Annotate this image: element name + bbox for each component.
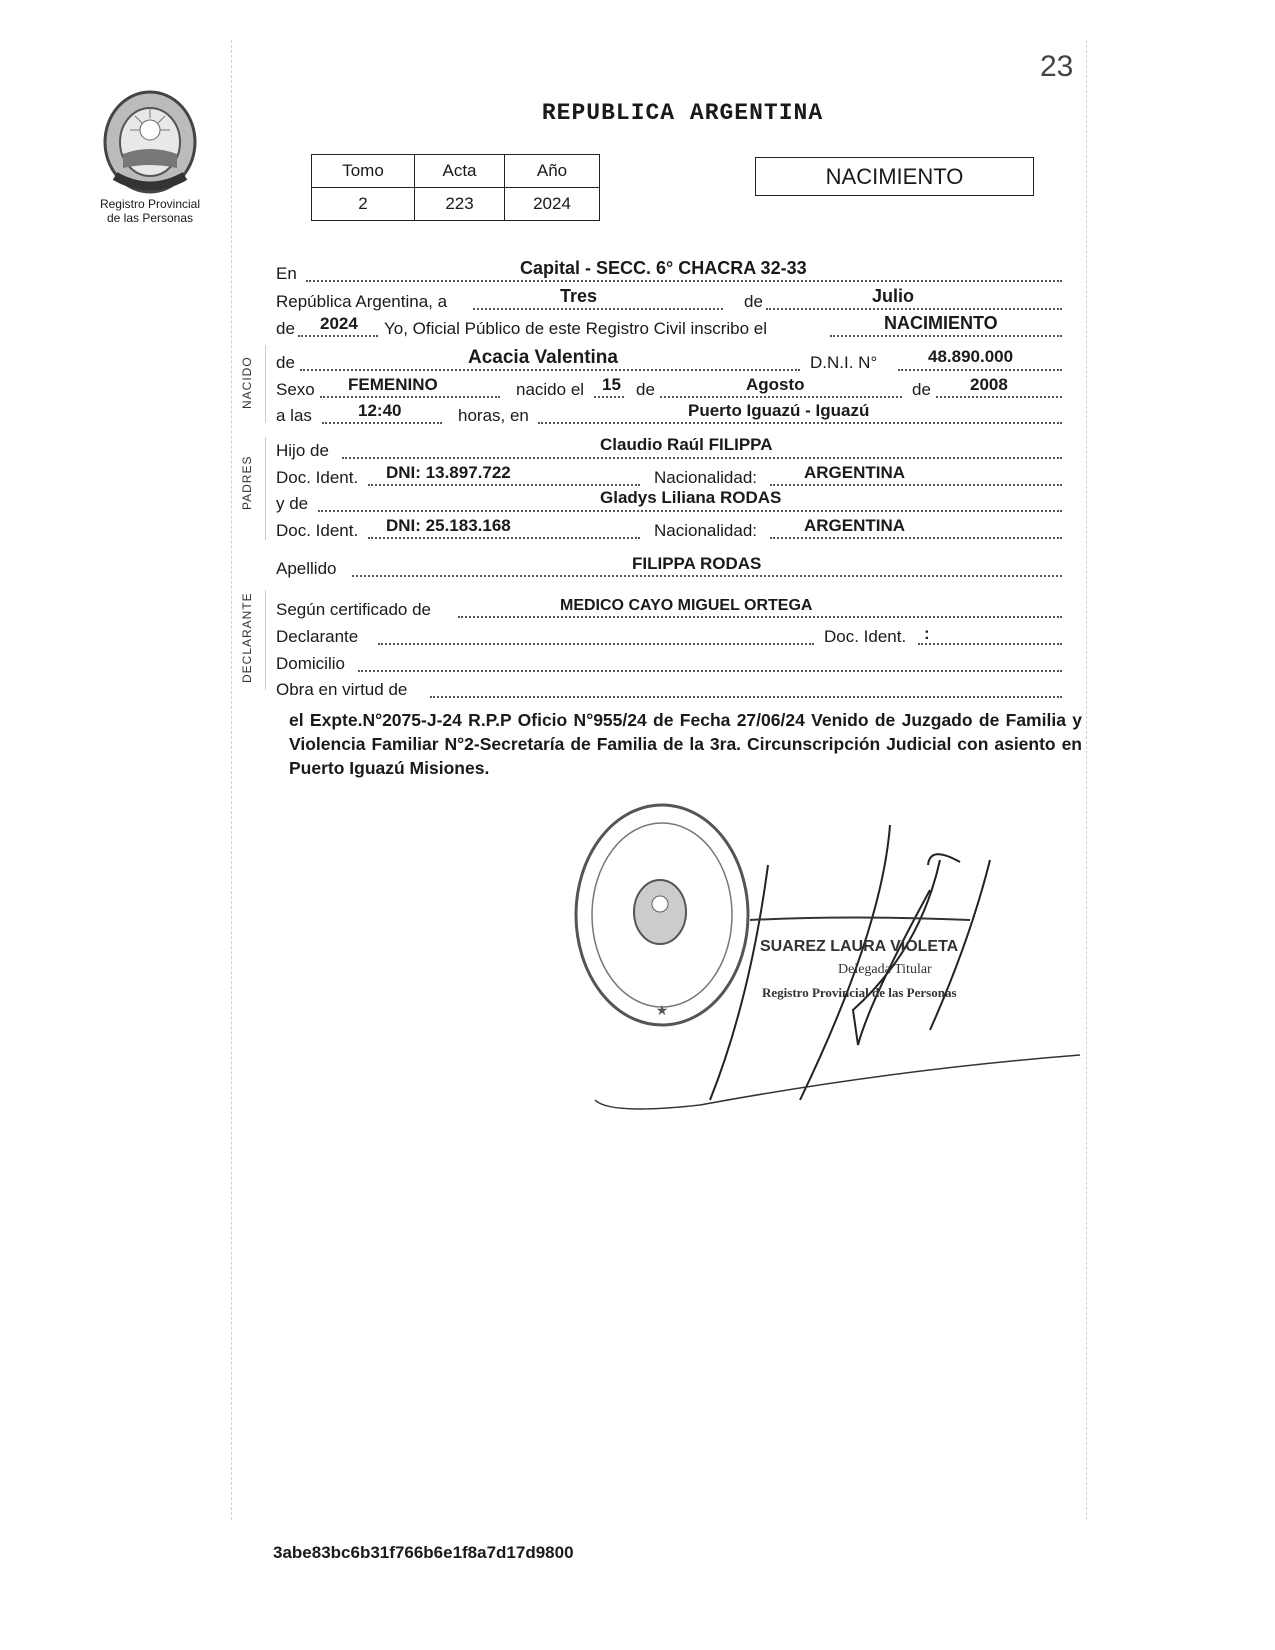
anio-header: Año [505, 155, 600, 188]
label-de: de [276, 353, 295, 372]
document-title: REPUBLICA ARGENTINA [541, 100, 824, 126]
label-dni: D.N.I. N° [810, 353, 878, 372]
dotted-line [318, 510, 1062, 512]
label-horas-en: horas, en [458, 406, 529, 425]
value-tipo-inscripcion: NACIMIENTO [884, 313, 998, 333]
label-sexo: Sexo [276, 380, 315, 399]
row-padre-doc [276, 462, 1076, 488]
nacido-divider [265, 345, 266, 423]
left-margin-line [231, 40, 232, 1520]
value-nombre: Acacia Valentina [468, 347, 618, 368]
dotted-line [660, 396, 902, 398]
value-padre-doc: DNI: 13.897.722 [386, 463, 511, 482]
dotted-line [300, 369, 800, 371]
label-hijo-de: Hijo de [276, 441, 329, 460]
row-oficial [276, 313, 1076, 339]
declarante-divider [265, 590, 266, 690]
label-apellido: Apellido [276, 559, 337, 578]
dotted-line [830, 335, 1062, 337]
row-madre-doc [276, 515, 1076, 541]
row-sexo [276, 374, 1076, 400]
value-certificado: MEDICO CAYO MIGUEL ORTEGA [560, 597, 813, 614]
label-nacionalidad: Nacionalidad: [654, 468, 758, 487]
value-madre: Gladys Liliana RODAS [600, 488, 782, 507]
dotted-line [766, 308, 1062, 310]
registry-table [311, 154, 600, 221]
label-obra: Obra en virtud de [276, 680, 408, 699]
value-dia-nac: 15 [602, 375, 621, 394]
dotted-line [378, 643, 814, 645]
side-label-declarante: DECLARANTE [240, 592, 254, 684]
dotted-line [770, 484, 1062, 486]
dotted-line [898, 369, 1062, 371]
logo-caption-line1: Registro Provincial [99, 197, 201, 211]
label-de: de [276, 319, 295, 338]
dotted-line [594, 396, 624, 398]
dotted-line [306, 280, 1062, 282]
dotted-line [918, 643, 1062, 645]
acta-value: 223 [415, 188, 505, 221]
row-domicilio [276, 648, 1076, 674]
dotted-line [770, 537, 1062, 539]
label-de: de [912, 380, 931, 399]
value-madre-doc: DNI: 25.183.168 [386, 516, 511, 535]
note-text: el Expte.N°2075-J-24 R.P.P Oficio N°955/24 de Fecha 27/06/24 Venido de Juzgado de Familia y Violencia Familiar N°2-Secretaría de Familia de la 3ra. Circunscripción Judicial con asiento en Puerto Iguazú Misiones. [289, 710, 1082, 778]
record-type-box: NACIMIENTO [755, 157, 1034, 196]
value-apellido: FILIPPA RODAS [632, 554, 762, 573]
value-madre-nacionalidad: ARGENTINA [804, 516, 906, 535]
dotted-line [936, 396, 1062, 398]
row-nombre [276, 347, 1076, 373]
right-margin-line [1086, 40, 1087, 1520]
signatory-name: SUAREZ LAURA VIOLETA [760, 938, 959, 955]
label-de: de [636, 380, 655, 399]
dotted-line [430, 696, 1062, 698]
padres-divider [265, 437, 266, 540]
dotted-line [473, 308, 723, 310]
dotted-line [458, 616, 1062, 618]
label-doc-ident: Doc. Ident. [276, 468, 359, 487]
row-hora [276, 400, 1076, 426]
row-en [276, 258, 1076, 284]
label-doc-ident: Doc. Ident. [276, 521, 359, 540]
document-hash: 3abe83bc6b31f766b6e1f8a7d17d9800 [273, 1543, 574, 1562]
row-apellido [276, 553, 1076, 579]
dotted-line [368, 537, 640, 539]
value-lugar-nac: Puerto Iguazú - Iguazú [688, 401, 870, 420]
svg-text:★: ★ [655, 1002, 669, 1018]
label-declarante: Declarante [276, 627, 359, 646]
row-padre [276, 435, 1076, 461]
dotted-line [298, 335, 378, 337]
dotted-line [352, 575, 1062, 577]
label-domicilio: Domicilio [276, 654, 345, 673]
label-doc-ident: Doc. Ident. [824, 627, 907, 646]
row-certificado [276, 594, 1076, 620]
value-anio-inscripcion: 2024 [320, 314, 358, 333]
value-anio-nac: 2008 [970, 375, 1008, 394]
value-dia-inscripcion: Tres [560, 286, 598, 306]
value-mes-inscripcion: Julio [872, 286, 915, 306]
label-de: de [744, 292, 763, 311]
row-declarante [276, 621, 1076, 647]
value-padre-nacionalidad: ARGENTINA [804, 463, 906, 482]
tomo-header: Tomo [312, 155, 415, 188]
label-segun: Según certificado de [276, 600, 431, 619]
row-fecha-inscripcion [276, 286, 1076, 312]
row-obra [276, 674, 1076, 700]
value-dni: 48.890.000 [928, 347, 1014, 366]
dotted-line [342, 457, 1062, 459]
value-padre: Claudio Raúl FILIPPA [600, 435, 773, 454]
dotted-line [358, 670, 1062, 672]
label-en: En [276, 264, 297, 283]
dotted-line [320, 396, 500, 398]
side-label-nacido: NACIDO [240, 356, 254, 410]
signatory-org: Registro Provincial de las Personas [762, 985, 957, 1000]
label-nacionalidad: Nacionalidad: [654, 521, 758, 540]
label-y-de: y de [276, 494, 309, 513]
logo-caption-line2: de las Personas [106, 211, 194, 225]
label-nacido-el: nacido el [516, 380, 585, 399]
dotted-line [322, 422, 442, 424]
logo-caption [75, 197, 225, 225]
value-mes-nac: Agosto [746, 375, 805, 394]
label-a-las: a las [276, 406, 312, 425]
anio-value: 2024 [505, 188, 600, 221]
acta-header: Acta [415, 155, 505, 188]
side-label-padres: PADRES [240, 455, 254, 511]
row-madre [276, 488, 1076, 514]
page-number: 23 [1040, 50, 1074, 83]
signatory-role: Delegada Titular [838, 962, 932, 977]
value-sexo: FEMENINO [348, 375, 438, 394]
tomo-value: 2 [312, 188, 415, 221]
value-lugar: Capital - SECC. 6° CHACRA 32-33 [520, 258, 807, 278]
label-oficial: Yo, Oficial Público de este Registro Civil inscribo el [384, 319, 767, 338]
dotted-line [368, 484, 640, 486]
value-hora: 12:40 [358, 401, 402, 420]
label-republica: República Argentina, a [276, 292, 448, 311]
value-declarante-doc: : [924, 624, 930, 643]
dotted-line [538, 422, 1062, 424]
